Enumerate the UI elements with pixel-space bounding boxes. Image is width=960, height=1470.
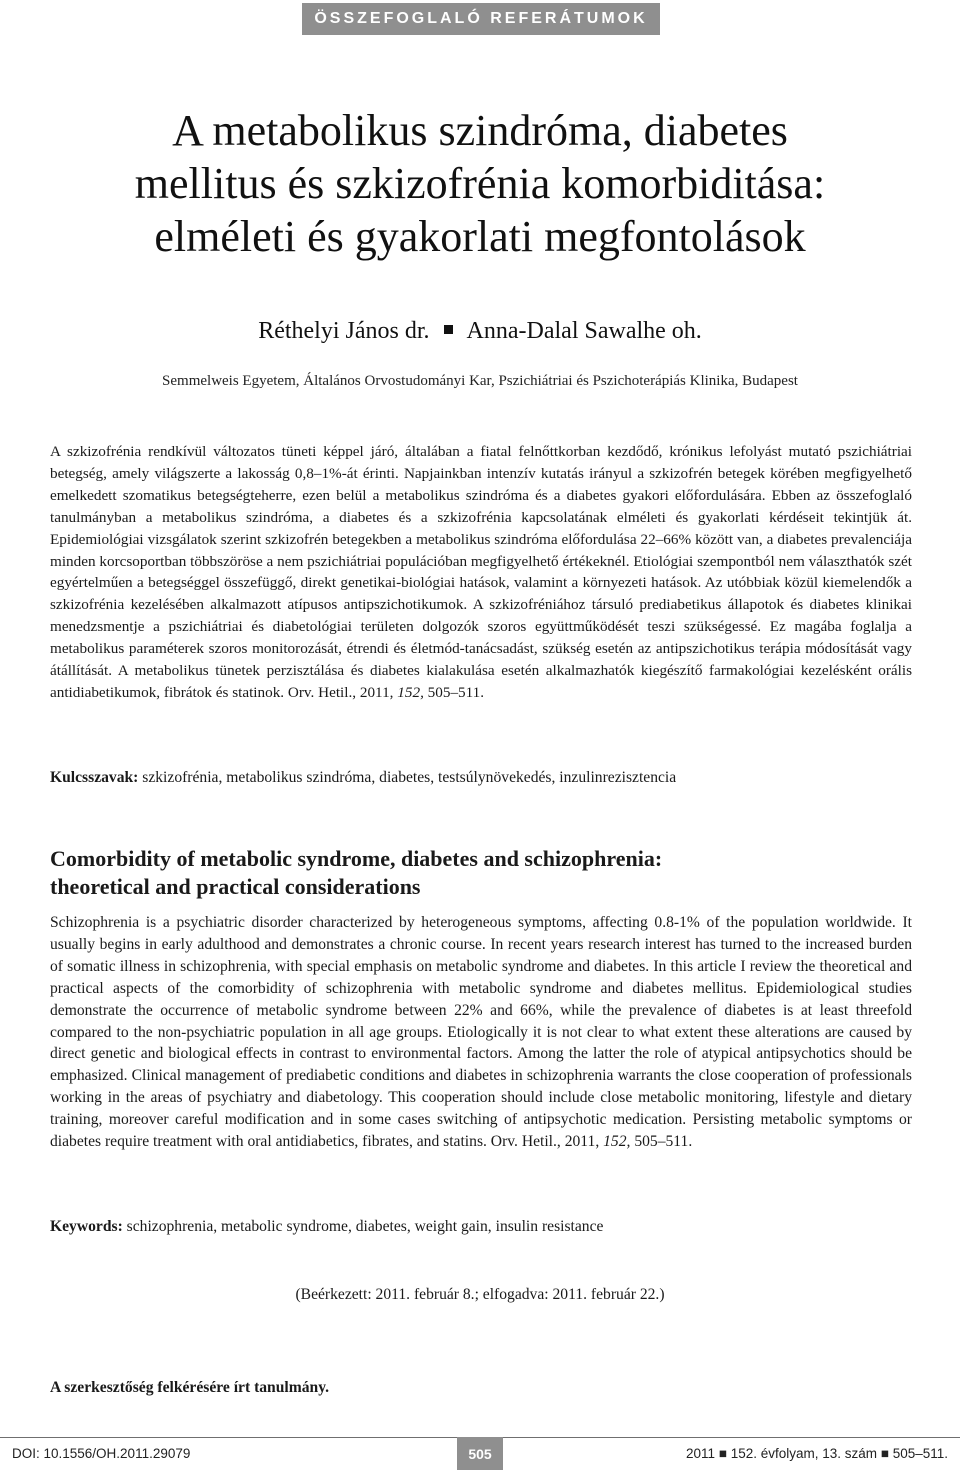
page-footer bbox=[0, 1437, 960, 1470]
abstract-hu bbox=[50, 441, 912, 704]
abstract-hu-pages: 505–511. bbox=[423, 683, 485, 701]
article-title-en bbox=[50, 845, 912, 901]
abstract-en-pages: 505–511. bbox=[630, 1133, 693, 1151]
title-hu-line-1: A metabolikus szindróma, diabetes bbox=[172, 106, 788, 155]
square-bullet-icon bbox=[444, 325, 453, 334]
article-title-hu bbox=[40, 104, 920, 263]
affiliation: Semmelweis Egyetem, Általános Orvostudományi Kar, Pszichiátriai és Pszichoterápiás Klinika, Budapest bbox=[162, 373, 798, 389]
keywords-hu-list: szkizofrénia, metabolikus szindróma, diabetes, testsúlynövekedés, inzulinrezisztencia bbox=[138, 769, 677, 786]
keywords-en-list: schizophrenia, metabolic syndrome, diabetes, weight gain, insulin resistance bbox=[122, 1218, 604, 1235]
doi-link[interactable]: DOI: 10.1556/OH.2011.29079 bbox=[12, 1446, 191, 1461]
keywords-hu bbox=[50, 767, 912, 789]
section-banner bbox=[302, 3, 660, 35]
abstract-en-volume: 152, bbox=[603, 1133, 631, 1151]
invited-note: A szerkesztőség felkérésére írt tanulmány. bbox=[50, 1379, 330, 1396]
title-en-line-1: Comorbidity of metabolic syndrome, diabetes and schizophrenia: bbox=[50, 846, 663, 871]
title-hu-line-2: mellitus és szkizofrénia komorbiditása: bbox=[134, 159, 826, 208]
section-label: ÖSSZEFOGLALÓ REFERÁTUMOK bbox=[314, 10, 648, 27]
keywords-en bbox=[50, 1216, 912, 1238]
abstract-hu-volume: 152, bbox=[397, 683, 424, 701]
abstract-hu-text: A szkizofrénia rendkívül változatos tüneti képpel járó, általában a fiatal felnőttkorban kezdődő, krónikus lefolyást mutató pszichiátriai betegség, amely világszerte a lakosság 0,8–1%-át érinti. Napjainkban intenzív kutatás irányul a szkizofrén betegek körében megfigyelhető emelkedett szomatikus betegségteherre, ezen belül a metabolikus szindróma és a diabetes gyakori előfordulására. Ebben az összefoglaló tanulmányban a metabolikus szindróma, a diabetes és a szkizofrénia kapcsolatának elméleti és gyakorlati kérdéseit tekintjük át. Epidemiológiai vizsgálatok szerint szkizofrén betegekben a metabolikus szindróma előfordulása 22–66% között van, a diabetes prevalenciája minden korcsoportban többszöröse a nem pszichiátriai populációban megfigyelhető értékeknél. Etiológiai szempontból nem választhatók szét egyértelműen a betegséggel összefüggő, direkt genetikai-biológiai hatások, valamint a környezeti hatások. Az utóbbiak közül kiemelendők a szkizofrénia kezelésében alkalmazott atípusos antipszichotikumok. A szkizofréniához társuló prediabetikus állapotok és diabetes klinikai menedzsmentje a pszichiátriai és diabetológiai területen dolgozók szoros együttműködését teszi szükségessé. Ez magába foglalja a metabolikus paraméterek szoros monitorozását, étrendi és életmód-tanácsadást, szükség esetén az antipszichotikus terápia módosítását vagy átállítását. A metabolikus tünetek perzisztálása és diabetes kialakulása esetén alkalmazhatók kiegészítő farmakológiai kezelésként orális antidiabetikumok, fibrátok és statinok. Orv. Hetil., 2011, bbox=[50, 443, 912, 701]
keywords-hu-label: Kulcsszavak: bbox=[50, 769, 139, 786]
abstract-en bbox=[50, 912, 912, 1153]
abstract-en-text: Schizophrenia is a psychiatric disorder characterized by heterogeneous symptoms, affecting 0.8-1% of the population worldwide. It usually begins in early adulthood and demonstrates a chronic course. In recent years research interest has turned to the increased burden of somatic illness in schizophrenia, with special emphasis on metabolic syndrome and diabetes. In this article I review the theoretical and practical aspects of the comorbidity of schizophrenia with metabolic syndrome and diabetes mellitus. Epidemiological studies demonstrate the occurrence of metabolic syndrome between 22% and 66%, while the prevalence of diabetes is at least threefold compared to the non-psychiatric population in all age groups. Etiologically it is not clear to what extent these alterations are caused by direct genetic and biological effects in contrast to environmental factors. Among the latter the role of atypical antipsychotics should be emphasized. Clinical management of prediabetic conditions and diabetes in schizophrenia warrants the close cooperation of professionals working in the areas of psychiatry and diabetology. This cooperation should include close metabolic monitoring, lifestyle and dietary training, moreover careful modification and in some cases switching of antipsychotic medication. Persisting metabolic symptoms or diabetes require treatment with oral antidiabetics, fibrates, and statins. Orv. Hetil., 2011, bbox=[50, 914, 912, 1151]
issue-info: 2011 ■ 152. évfolyam, 13. szám ■ 505–511. bbox=[686, 1446, 948, 1461]
page-number: 505 bbox=[457, 1437, 503, 1470]
received-dates: (Beérkezett: 2011. február 8.; elfogadva: 2011. február 22.) bbox=[295, 1286, 665, 1303]
title-hu-line-3: elméleti és gyakorlati megfontolások bbox=[154, 212, 806, 261]
keywords-en-label: Keywords: bbox=[50, 1218, 123, 1235]
author-2: Anna-Dalal Sawalhe oh. bbox=[466, 318, 702, 344]
title-en-line-2: theoretical and practical considerations bbox=[50, 874, 421, 899]
author-list bbox=[40, 316, 920, 346]
author-1: Réthelyi János dr. bbox=[258, 318, 430, 344]
